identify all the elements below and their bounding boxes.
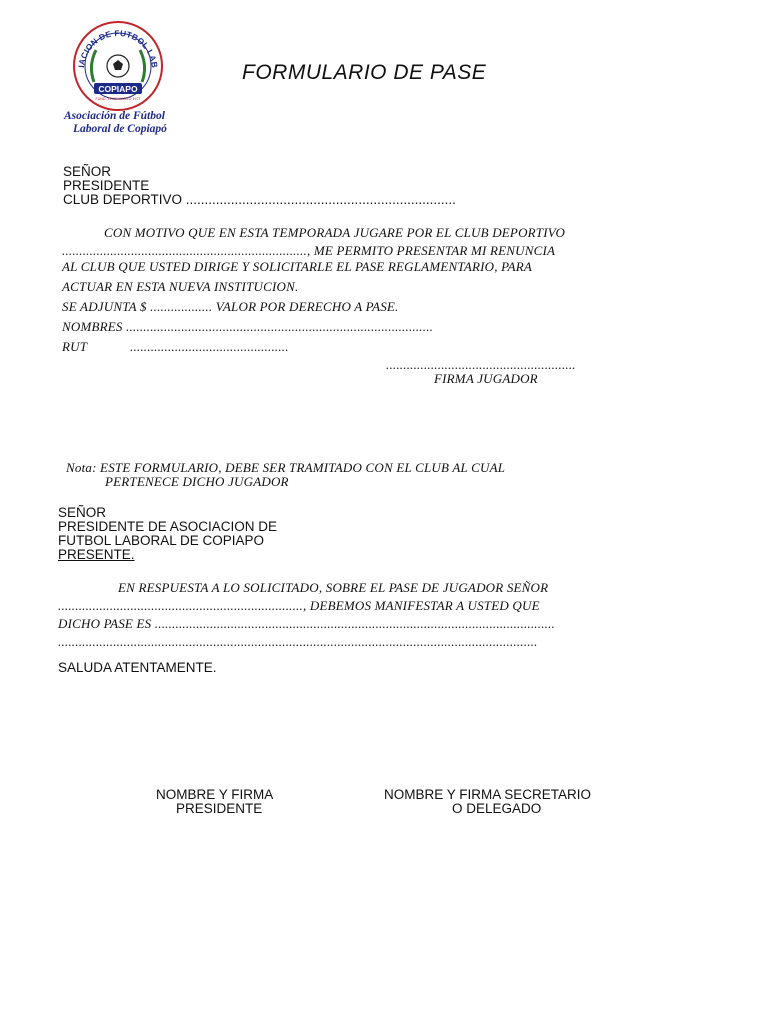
response-line: ........................................................................................................................................... — [58, 634, 538, 649]
fee-field: SE ADJUNTA $ .................. VALOR POR DERECHO A PASE. — [62, 299, 399, 314]
body-line: ......................................................................., ME PERMITO PRESENTAR MI RENUNCIA — [62, 243, 556, 258]
svg-text:FUND. 17 DE MARZO 1977: FUND. 17 DE MARZO 1977 — [95, 97, 141, 101]
addressee2-line: SEÑOR — [58, 505, 107, 520]
note-line: Nota: ESTE FORMULARIO, DEBE SER TRAMITADO CON EL CLUB AL CUAL — [66, 460, 506, 475]
response-line: EN RESPUESTA A LO SOLICITADO, SOBRE EL PASE DE JUGADOR SEÑOR — [118, 580, 549, 595]
player-signature-line: ....................................................... — [386, 357, 576, 372]
addressee-line: SEÑOR — [63, 164, 112, 179]
names-field: NOMBRES ......................................................................................... — [62, 319, 434, 334]
addressee2-presente: PRESENTE. — [58, 547, 135, 562]
association-logo — [72, 20, 164, 112]
rut-field: .............................................. — [130, 339, 289, 354]
svg-text:COPIAPO: COPIAPO — [98, 84, 138, 94]
closing: SALUDA ATENTAMENTE. — [58, 660, 217, 675]
response-line: DICHO PASE ES .................................................................................................................... — [58, 616, 556, 631]
body-line: AL CLUB QUE USTED DIRIGE Y SOLICITARLE EL PASE REGLAMENTARIO, PARA — [62, 259, 533, 274]
page-title: FORMULARIO DE PASE — [242, 61, 487, 84]
response-line: ......................................................................., DEBEMOS MANIFESTAR A USTED QUE — [58, 598, 540, 613]
secretary-signature-label: NOMBRE Y FIRMA SECRETARIO — [384, 787, 592, 802]
svg-text:ASOCIACION DE FUTBOL LABORAL: IACION DE FUTBOL LAB — [77, 28, 160, 69]
addressee-line: PRESIDENTE — [63, 178, 150, 193]
note-line: PERTENECE DICHO JUGADOR — [105, 474, 289, 489]
player-signature-label: FIRMA JUGADOR — [434, 371, 538, 386]
president-signature-label: NOMBRE Y FIRMA — [156, 787, 274, 802]
logo-caption-line1: Asociación de Fútbol — [64, 110, 165, 122]
rut-label: RUT — [62, 339, 88, 354]
logo-caption-line2: Laboral de Copiapó — [73, 123, 167, 135]
addressee2-line: PRESIDENTE DE ASOCIACION DE — [58, 519, 278, 534]
association-seal-icon — [72, 20, 164, 112]
body-line: ACTUAR EN ESTA NUEVA INSTITUCION. — [62, 279, 299, 294]
president-signature-label: PRESIDENTE — [176, 801, 263, 816]
body-line: CON MOTIVO QUE EN ESTA TEMPORADA JUGARE POR EL CLUB DEPORTIVO — [104, 225, 566, 240]
secretary-signature-label: O DELEGADO — [452, 801, 542, 816]
addressee-club-field: CLUB DEPORTIVO ........................................................................ — [63, 192, 456, 207]
addressee2-line: FUTBOL LABORAL DE COPIAPO — [58, 533, 265, 548]
